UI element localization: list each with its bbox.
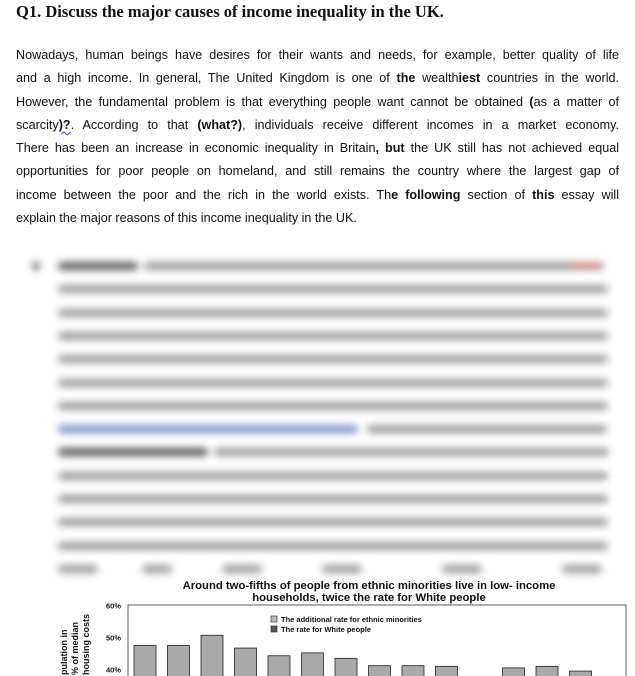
blurred-body-text — [22, 248, 612, 578]
y-axis-label-line: % of median — [70, 622, 80, 675]
blurred-text-line — [58, 309, 608, 317]
blurred-text-line — [58, 518, 608, 526]
y-axis-label — [59, 614, 91, 675]
blurred-text-line — [58, 262, 138, 270]
y-axis-label-line: pulation in — [59, 630, 69, 676]
blurred-text-line — [214, 448, 609, 456]
intro-paragraph — [16, 44, 619, 230]
text-run: as a matter of — [534, 95, 619, 109]
text-run: countries in the world. — [480, 71, 619, 85]
text-run: ( — [529, 95, 533, 109]
blurred-text-line — [58, 285, 608, 293]
text-run: , but — [375, 141, 404, 155]
text-run: income between the poor and the rich in the world exists. Th — [16, 188, 391, 202]
paragraph-line — [16, 207, 619, 230]
bar — [201, 635, 223, 676]
blurred-text-line — [58, 355, 608, 363]
ethnic-minority-low-income-chart — [56, 572, 631, 676]
text-run: the — [397, 71, 416, 85]
y-tick-label: 40% — [106, 666, 121, 675]
text-run: opportunities for poor people on homeland, and still remains the country where the largest gap of — [16, 164, 619, 178]
blurred-text-line — [32, 262, 40, 270]
text-run: wealth — [415, 71, 458, 85]
text-run: However, the fundamental problem is that everything people want cannot be obtained — [16, 95, 529, 109]
bar — [570, 671, 592, 676]
text-run: scarcity — [16, 118, 59, 132]
legend-swatch — [271, 626, 277, 632]
text-run: There has been an increase in economic inequality in Britain — [16, 141, 375, 155]
paragraph-line — [16, 114, 619, 137]
blurred-text-line — [58, 379, 608, 387]
text-run: )? — [59, 118, 71, 132]
chart-title-line: Around two-fifths of people from ethnic minorities live in low- income — [183, 580, 556, 592]
blurred-text-line — [570, 262, 602, 270]
legend-entry: The additional rate for ethnic minorities — [281, 615, 422, 624]
paragraph-line — [16, 184, 619, 207]
text-run: (what?) — [197, 118, 242, 132]
y-axis-label-line: housing costs — [81, 614, 91, 675]
text-run: , individuals receive different incomes in a market economy. — [242, 118, 619, 132]
text-run: section of — [460, 188, 532, 202]
paragraph-line — [16, 44, 619, 67]
text-run: essay will — [554, 188, 619, 202]
bar — [302, 653, 324, 676]
paragraph-line — [16, 91, 619, 114]
essay-question-heading: Q1. Discuss the major causes of income inequality in the UK. — [16, 2, 444, 22]
text-run: e — [391, 188, 398, 202]
bar — [168, 646, 190, 676]
legend-entry: The rate for White people — [281, 625, 371, 634]
blurred-text-line — [58, 332, 608, 340]
bar — [335, 658, 357, 676]
chart-title-line: households, twice the rate for White people — [252, 592, 486, 604]
bar — [268, 656, 290, 676]
blurred-text-line — [367, 425, 607, 433]
blurred-text-line — [58, 542, 608, 550]
chart-title — [183, 580, 556, 604]
blurred-text-line — [58, 448, 208, 456]
bar — [402, 666, 424, 676]
chart-legend — [266, 612, 456, 636]
text-run: . According to that — [71, 118, 198, 132]
paragraph-line — [16, 137, 619, 160]
blurred-text-line — [58, 472, 608, 480]
y-tick-label: 60% — [106, 602, 121, 611]
legend-swatch — [271, 616, 277, 622]
text-run: following — [405, 188, 460, 202]
blurred-text-line — [144, 262, 604, 270]
y-tick-label: 50% — [106, 634, 121, 643]
text-run: and a high income. In general, The United Kingdom is one of — [16, 71, 397, 85]
paragraph-line — [16, 67, 619, 90]
text-run: iest — [459, 71, 481, 85]
blurred-text-line — [58, 402, 608, 410]
bar — [369, 666, 391, 676]
text-run: Nowadays, human beings have desires for their wants and needs, for example, better quality of life — [16, 48, 619, 62]
paragraph-line — [16, 160, 619, 183]
blurred-text-line — [58, 425, 358, 433]
text-run: explain the major reasons of this income inequality in the UK. — [16, 211, 357, 225]
text-run: this — [532, 188, 554, 202]
bar — [134, 646, 156, 676]
bar — [235, 648, 257, 676]
blurred-text-line — [58, 495, 608, 503]
text-run: the UK still has not achieved equal — [405, 141, 619, 155]
y-axis-ticks — [106, 602, 121, 675]
